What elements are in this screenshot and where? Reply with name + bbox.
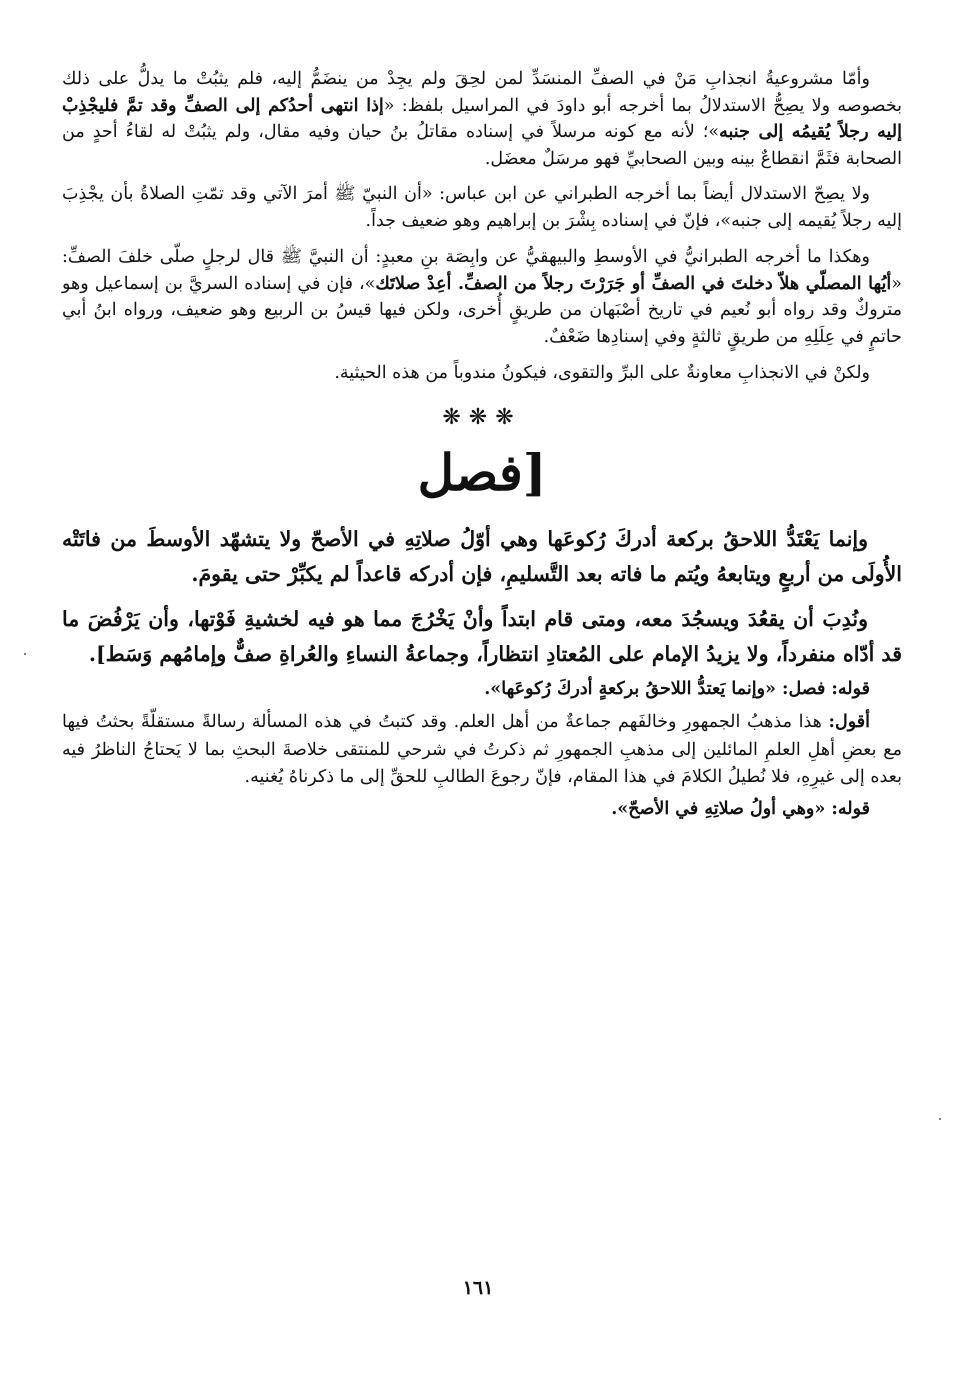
matn-paragraph-2: ونُدِبَ أن يقعُدَ ويسجُدَ معه، ومتى قام ابتداً وأنْ يَخْرُجَ مما هو فيه لخشيةِ فَوْتها، وأن يَرْفُضَ ما قد أدّاه منفرداً، ولا يزيدُ الإمام على المُعتادِ انتظاراً، وجماعةُ النساءِ والعُراةِ صفٌّ وإمامُهم وَسَط]. — [62, 606, 902, 666]
paragraph-3-text-a: وهكذا ما أخرجه الطبرانيُّ في الأوسطِ والبيهقيُّ عن وابِصَة بنِ معبدٍ: أن النبيَّ ﷺ قال لرجلٍ صلّى خلفَ الصفِّ: « — [62, 247, 902, 294]
sharh-qawl-1 — [62, 676, 902, 704]
page-number: ١٦١ — [462, 1277, 494, 1299]
section-heading-text: [فصل — [417, 442, 547, 502]
paragraph-3-hadith: أيُها المصلّي هلاّ دخلتَ في الصفِّ أو جَرَرْتَ رجلاً من الصفِّ. أعِدْ صلاتَك — [375, 273, 892, 294]
sharh-aqul-lead: أقول: — [828, 712, 870, 732]
paragraph-1-text-b: »؛ لأنه مع كونه مرسلاً في إسناده مقاتلُ بنُ حيان وفيه مقال، ولم يثبُتْ له لقاءُ أحدٍ من الصحابة فثَمَّ انقطاعٌ بينه وبين الصحابيِّ فهو مرسَلٌ معضَل. — [62, 122, 902, 169]
matn-paragraph-1: وإنما يَعْتَدُّ اللاحقُ بركعة أدركَ رُكوعَها وهي أوّلُ صلاتِهِ في الأصحّ ولا يتشهّد الأوسطَ من فاتَتْه الأُولَى من أربعٍ ويتابعهُ ويُتم ما فاته بعد التَّسليمِ، فإن أدركه قاعداً لم يكبِّرْ حتى يقومَ. — [62, 526, 902, 586]
paragraph-1-text-a: وأمّا مشروعيةُ انجذابِ مَنْ في الصفِّ المنسَدِّ لمن لحِقَ ولم يجِدْ من ينضَمُّ إليه، فلم يثبُتْ ما يدلُّ على ذلك بخصوصه ولا يصِحُّ الاستدلالُ بما أخرجه أبو داودَ في المراسيل بلفظ: « — [62, 69, 902, 116]
page-body — [62, 66, 902, 829]
paragraph-2-text-a: ولا يصِحّ الاستدلال أيضاً بما أخرجه الطبراني عن ابن عباس: «أن النبيّ ﷺ أمرَ الآتي وقد تمّتِ الصلاةُ بأن يجْذِبَ إليه رجلاً يُقيمه إلى جنبه»، فإنّ في إسناده بِشْرَ بن إبراهيم وهو ضعيف جداً. — [62, 184, 902, 231]
paragraph-3 — [62, 244, 902, 350]
section-divider: ❋❋❋ — [442, 404, 522, 430]
sharh-aqul — [62, 709, 902, 792]
sharh-qawl-2 — [62, 796, 902, 824]
paragraph-4-text-a: ولكنْ في الانجذابِ معاونةٌ على البرِّ والتقوى، فيكونُ مندوباً من هذه الحيثية. — [334, 363, 870, 383]
sharh-qawl-1-lead: قوله: فصل: «وإنما يَعتدُّ اللاحقُ بركعةٍ أدركَ رُكوعَها». — [484, 678, 870, 699]
paragraph-4 — [62, 360, 902, 387]
paragraph-1-hadith: إذا انتهى أحدُكم إلى الصفِّ وقد تمَّ فليجْذِبْ إليه رجلاً يُقيمُه إلى جنبه — [62, 95, 902, 142]
section-heading — [62, 442, 902, 504]
paragraph-2 — [62, 181, 902, 234]
scan-speck — [939, 1118, 941, 1120]
sharh-qawl-2-lead: قوله: «وهي أولُ صلاتِهِ في الأصحّ». — [611, 798, 870, 819]
paragraph-1 — [62, 66, 902, 172]
paragraph-3-text-b: »، فإن في إسناده السريَّ بن إسماعيل وهو متروكٌ وقد رواه أبو نُعيم في تاريخ أصْبَهان من طريقٍ أُخرى، ولكن فيها قيسُ بن الربيع وهو ضعيف، ورواه ابنُ أبي حاتمٍ في عِلَلِهِ من طريقٍ ثالثةٍ وفي إسنادِها ضَعْفٌ. — [62, 273, 902, 347]
scan-speck — [24, 653, 26, 655]
sharh-aqul-text: هذا مذهبُ الجمهورِ وخالفَهم جماعةٌ من أهل العلم. وقد كتبتُ في هذه المسألة رسالةً مستقلّةً بحثتُ فيها مع بعضِ أهلِ العلمِ المائلين إلى مذهبِ الجمهورِ ثم ذكرتُ في شرحي للمنتقى خلاصةَ البحثِ بما لا يَحتاجُ الناظرُ فيه بعده إلى غيرِهِ، فلا نُطيلُ الكلامَ في هذا المقام، فإنّ رجوعَ الطالبِ للحقِّ إلى ما ذكرناهُ يُغنيه. — [62, 712, 902, 787]
